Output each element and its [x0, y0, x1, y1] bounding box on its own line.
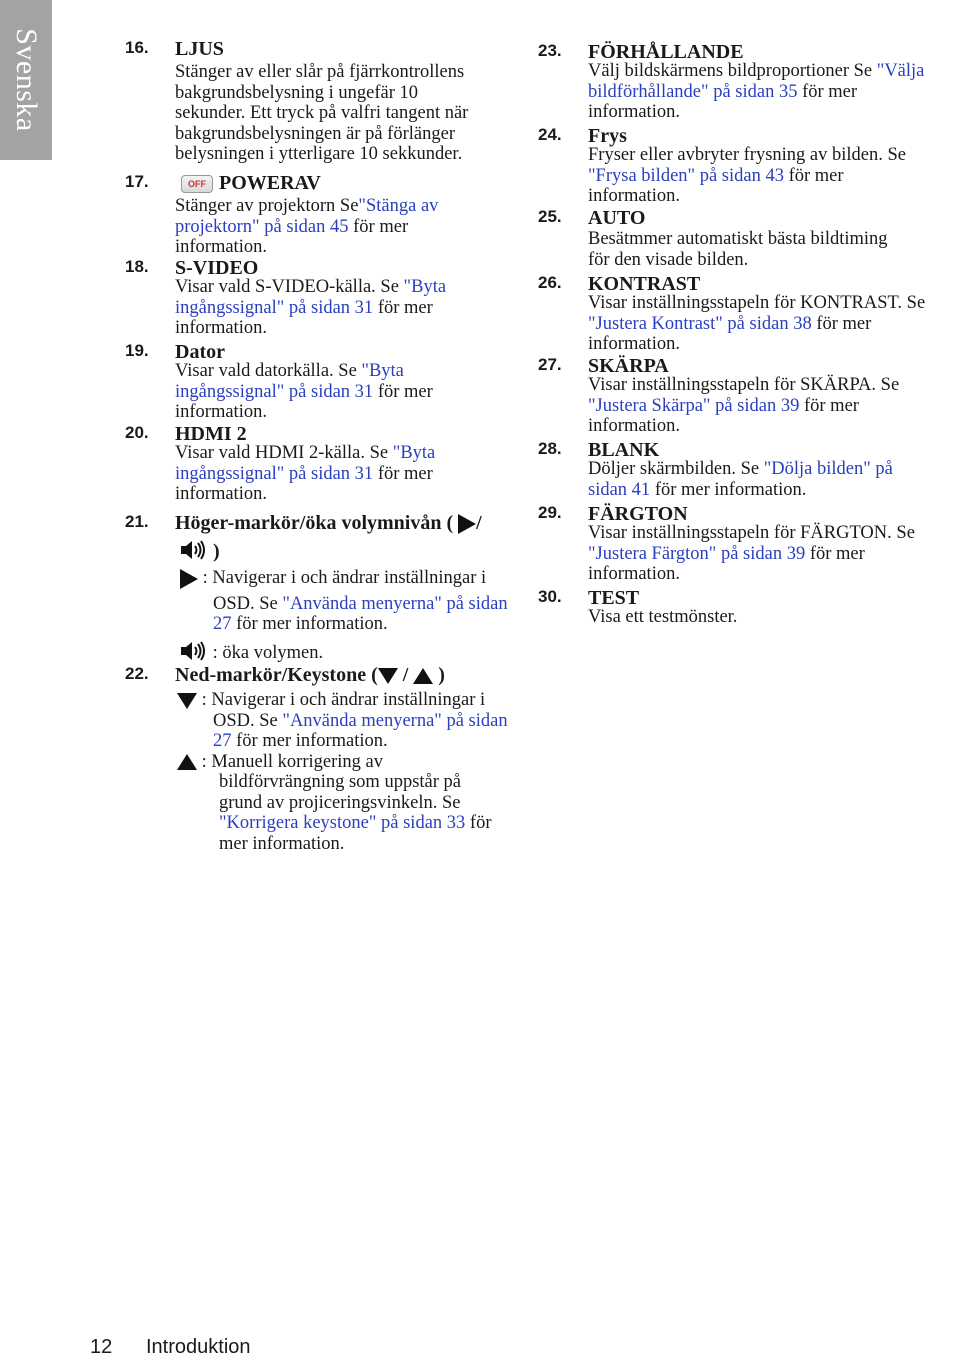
text-line: grund av projiceringsvinkeln. Se: [219, 792, 461, 813]
text: för mer: [373, 297, 433, 318]
text: Visar vald datorkälla. Se: [175, 361, 362, 381]
text-line: Visar inställningsstapeln för SKÄRPA. Se: [588, 375, 900, 395]
item-number: 19.: [125, 341, 149, 360]
text: för mer information.: [650, 479, 807, 500]
down-arrow-icon: [378, 668, 398, 684]
item-number: 23.: [538, 41, 562, 60]
item-number: 24.: [538, 125, 562, 144]
right-arrow-icon: [180, 569, 198, 589]
down-arrow-icon: [177, 693, 197, 709]
cross-reference-link[interactable]: "Använda menyerna" på sidan: [282, 593, 508, 614]
item-description: [588, 61, 924, 123]
text-line: information.: [175, 484, 267, 504]
text: : Navigerar i och ändrar inställningar i: [201, 690, 486, 710]
text: för mer: [799, 395, 859, 416]
cross-reference-link[interactable]: "Korrigera keystone" på sidan 33: [219, 813, 466, 833]
text: OSD. Se: [213, 593, 283, 614]
text-line: Visar inställningsstapeln för KONTRAST. Se: [588, 293, 926, 313]
item-title: S-VIDEO: [175, 257, 259, 279]
text-line: bakgrundsbelysningen är på förlänger: [175, 123, 455, 144]
item-number: 29.: [538, 503, 562, 522]
text-line: för den visade bilden.: [588, 249, 749, 270]
item-number: 20.: [125, 423, 149, 442]
text-line: information.: [588, 102, 680, 122]
item-description: [180, 568, 540, 666]
text-line: mer information.: [219, 833, 345, 854]
item-title: FÖRHÅLLANDE: [588, 41, 744, 63]
cross-reference-link[interactable]: ingångssignal" på sidan 31: [175, 463, 374, 484]
text: för mer information.: [231, 731, 388, 751]
text-line: information.: [588, 564, 680, 584]
item-title: SKÄRPA: [588, 355, 669, 377]
text: : öka volymen.: [212, 642, 324, 663]
cross-reference-link[interactable]: 27: [213, 614, 232, 635]
item-number: 18.: [125, 257, 149, 276]
item-number: 21.: [125, 512, 149, 531]
right-arrow-icon: [458, 514, 476, 534]
language-side-tab: [0, 0, 52, 160]
section-title: Introduktion: [146, 1336, 251, 1358]
text-line: Besätmmer automatiskt bästa bildtiming: [588, 229, 888, 249]
item-title: HDMI 2: [175, 423, 247, 445]
text: : Navigerar i och ändrar inställningar i: [202, 568, 487, 588]
text-line: belysningen i ytterligare 10 sekkunder.: [175, 144, 463, 164]
cross-reference-link[interactable]: "Dölja bilden" på: [763, 459, 893, 479]
text-line: bildförvrängning som uppstår på: [219, 772, 461, 792]
item-title-row-2: [180, 540, 220, 566]
text: för mer: [348, 216, 409, 237]
item-description: [588, 459, 893, 500]
text-line: information.: [175, 318, 267, 338]
item-title: POWERAV: [219, 172, 321, 194]
text: Stänger av projektorn Se: [175, 196, 359, 216]
cross-reference-link[interactable]: ingångssignal" på sidan 31: [175, 381, 374, 402]
text: Döljer skärmbilden. Se: [588, 459, 764, 479]
cross-reference-link[interactable]: projektorn" på sidan 45: [175, 216, 349, 237]
text-line: information.: [175, 237, 267, 257]
item-title: BLANK: [588, 439, 660, 461]
text: för mer: [373, 463, 433, 484]
text-line: information.: [588, 416, 680, 436]
volume-up-icon: [180, 540, 208, 566]
item-description: [175, 361, 433, 423]
cross-reference-link[interactable]: "Justera Skärpa" på sidan 39: [588, 395, 800, 416]
text: för: [465, 813, 492, 833]
item-title: LJUS: [175, 38, 224, 60]
text-line: sekunder. Ett tryck på valfri tangent när: [175, 103, 469, 123]
cross-reference-link[interactable]: "Byta: [361, 361, 404, 381]
volume-up-icon: [180, 641, 208, 667]
cross-reference-link[interactable]: "Justera Färgton" på sidan 39: [588, 543, 806, 564]
item-title: FÄRGTON: [588, 503, 688, 525]
item-description: [175, 62, 468, 165]
item-description: [175, 196, 438, 258]
item-title-row: [175, 664, 445, 687]
item-description: [588, 293, 925, 355]
text-line: Stänger av eller slår på fjärrkontrollens: [175, 62, 465, 82]
item-description: [588, 229, 888, 270]
text: för mer: [805, 543, 865, 564]
item-number: 28.: [538, 439, 562, 458]
separator: /: [476, 512, 482, 534]
item-description: [177, 690, 542, 854]
text: Visar vald S-VIDEO-källa. Se: [175, 277, 404, 297]
item-description: [588, 375, 899, 437]
item-title: AUTO: [588, 207, 646, 229]
text-line: Visa ett testmönster.: [588, 607, 738, 627]
cross-reference-link[interactable]: "Byta: [392, 443, 436, 463]
item-title-row: [181, 172, 321, 195]
text-line: Visar inställningsstapeln för FÄRGTON. Se: [588, 523, 915, 543]
text: för mer: [373, 381, 433, 402]
text: för mer: [797, 81, 858, 102]
keystone-icon: [177, 754, 197, 770]
item-number: 26.: [538, 273, 562, 292]
text: : Manuell korrigering av: [201, 751, 383, 772]
paren: ): [438, 664, 445, 686]
item-number: 22.: [125, 664, 149, 683]
cross-reference-link[interactable]: 27: [213, 731, 232, 751]
item-number: 27.: [538, 355, 562, 374]
cross-reference-link[interactable]: "Använda menyerna" på sidan: [282, 710, 508, 731]
power-off-button-icon: OFF: [181, 175, 213, 193]
item-title: Ned-markör/Keystone (: [175, 664, 378, 686]
cross-reference-link[interactable]: "Frysa bilden" på sidan 43: [588, 165, 784, 186]
item-number: 25.: [538, 207, 562, 226]
text: för mer information.: [231, 614, 388, 635]
cross-reference-link[interactable]: "Välja: [876, 61, 925, 81]
item-number: 16.: [125, 38, 149, 57]
item-title: KONTRAST: [588, 273, 701, 295]
item-title: Höger-markör/öka volymnivån (: [175, 512, 454, 534]
cross-reference-link[interactable]: "Justera Kontrast" på sidan 38: [588, 313, 812, 334]
separator: /: [402, 664, 409, 686]
item-description: [588, 523, 915, 585]
text-line: information.: [588, 334, 680, 354]
text: OSD. Se: [213, 710, 283, 731]
language-label: Svenska: [10, 28, 43, 132]
page-number: 12: [90, 1336, 113, 1358]
item-title: Dator: [175, 341, 225, 363]
cross-reference-link[interactable]: ingångssignal" på sidan 31: [175, 297, 374, 318]
text: Välj bildskärmens bildproportioner Se: [588, 61, 877, 81]
text: för mer: [783, 165, 844, 186]
item-title: TEST: [588, 587, 640, 609]
cross-reference-link[interactable]: "Byta: [403, 277, 447, 297]
text-line: information.: [588, 186, 680, 206]
item-number: 17.: [125, 172, 149, 191]
paren: ): [213, 540, 220, 563]
item-description: [588, 145, 906, 207]
item-description: [588, 607, 737, 628]
text: Visar vald HDMI 2-källa. Se: [175, 443, 393, 463]
cross-reference-link[interactable]: bildförhållande" på sidan 35: [588, 81, 798, 102]
item-description: [175, 277, 446, 339]
text: för mer: [811, 313, 872, 334]
item-title-row: [175, 512, 482, 535]
item-description: [175, 443, 435, 505]
cross-reference-link[interactable]: "Stänga av: [358, 196, 439, 216]
text-line: bakgrundsbelysning i ungefär 10: [175, 82, 419, 103]
text-line: Fryser eller avbryter frysning av bilden. Se: [588, 145, 907, 165]
cross-reference-link[interactable]: sidan 41: [588, 479, 651, 500]
item-number: 30.: [538, 587, 562, 606]
text-line: information.: [175, 402, 267, 422]
item-title: Frys: [588, 125, 627, 147]
keystone-icon: [413, 668, 433, 684]
